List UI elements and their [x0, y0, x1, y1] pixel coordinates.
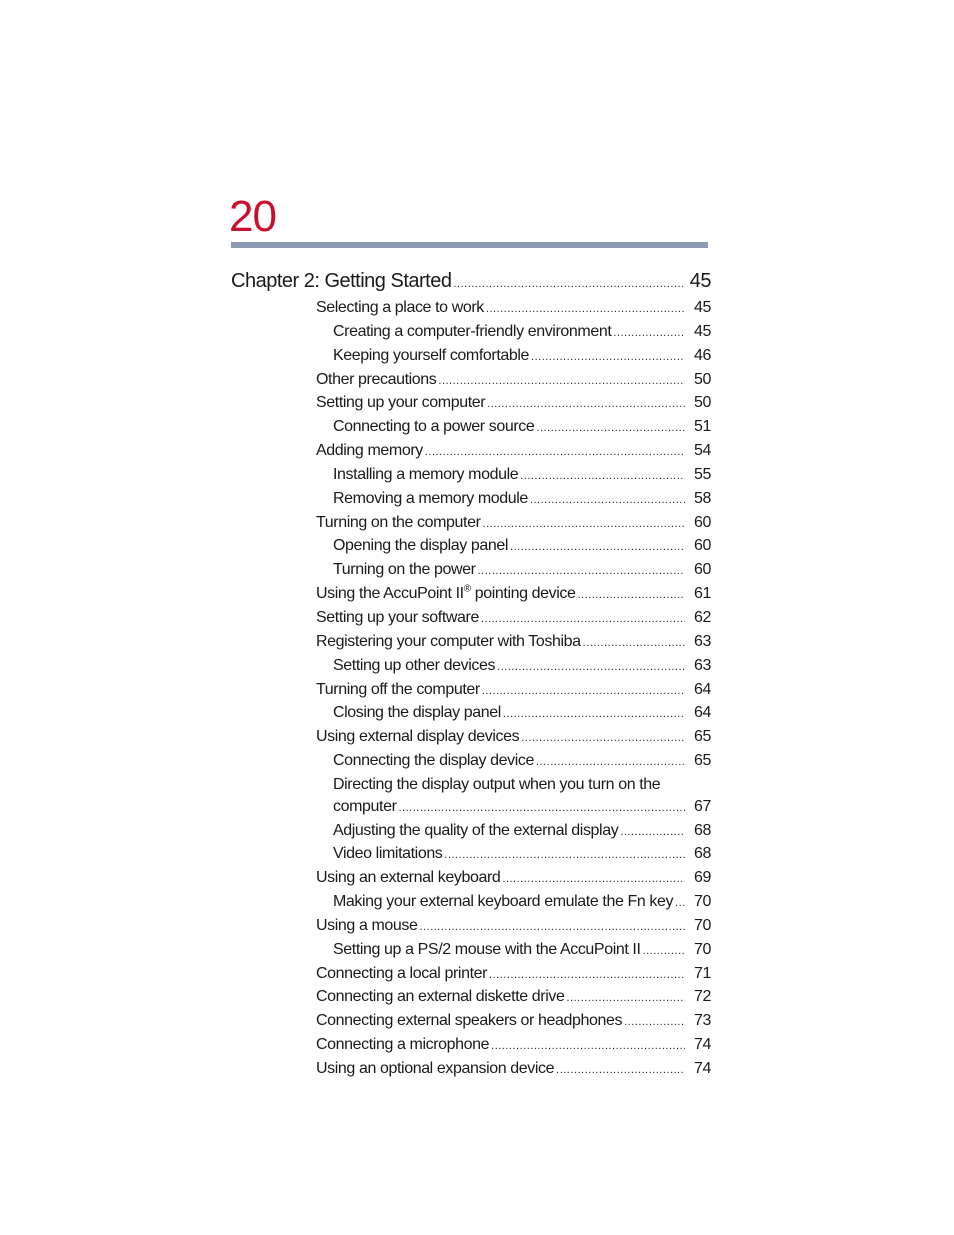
- dot-leader: [613, 323, 685, 345]
- toc-entry-title: Connecting external speakers or headphones: [316, 1012, 623, 1030]
- toc-entry-page: 51: [694, 418, 711, 436]
- toc-subentry[interactable]: [231, 939, 711, 963]
- toc-entry-title: Using a mouse: [316, 916, 418, 934]
- toc-subentry[interactable]: [231, 796, 711, 820]
- toc-entry[interactable]: [231, 867, 711, 891]
- toc-entry-title: Setting up your software: [316, 608, 479, 626]
- toc-entry[interactable]: [231, 1058, 711, 1082]
- toc-entry-title: Using an optional expansion device: [316, 1060, 555, 1077]
- toc-entry-title: Video limitations: [333, 845, 443, 863]
- toc-entry-title: Creating a computer-friendly environment: [333, 322, 612, 340]
- toc-entry-title: Turning on the computer: [316, 513, 481, 531]
- toc-entry-title: Connecting a local printer: [316, 964, 488, 982]
- toc-entry-page: 63: [694, 656, 711, 674]
- toc-entry[interactable]: [231, 512, 711, 536]
- toc-entry-title: Connecting a microphone: [316, 1036, 490, 1054]
- toc-entry[interactable]: [231, 915, 711, 939]
- dot-leader: [503, 704, 685, 726]
- toc-entry[interactable]: [231, 297, 711, 321]
- toc-entry-page: 60: [694, 537, 711, 555]
- dot-leader: [530, 490, 685, 512]
- toc-entry-page: 50: [694, 370, 711, 388]
- toc-entry-page: 50: [694, 394, 711, 412]
- dot-leader: [425, 442, 685, 464]
- dot-leader: [502, 869, 685, 891]
- toc-entry-page: 60: [694, 513, 711, 531]
- toc-subentry[interactable]: [231, 891, 711, 915]
- toc-entry-page: 55: [694, 465, 711, 483]
- toc-entry[interactable]: [231, 726, 711, 750]
- dot-leader: [497, 657, 685, 679]
- dot-leader: [399, 798, 686, 820]
- toc-entry-title: Setting up your computer: [316, 394, 486, 412]
- toc-subentry[interactable]: [231, 321, 711, 345]
- toc-entry-title: Connecting an external diskette drive: [316, 988, 565, 1006]
- toc-entry[interactable]: [231, 1010, 711, 1034]
- dot-leader: [531, 347, 685, 369]
- dot-leader: [481, 609, 685, 631]
- toc-title-part: pointing device: [470, 585, 576, 603]
- toc-subentry[interactable]: [231, 488, 711, 512]
- toc-entry-title: computer: [333, 797, 397, 815]
- toc-entry-page: 74: [694, 1060, 711, 1077]
- toc-entry-title: Using external display devices: [316, 728, 520, 746]
- dot-leader: [556, 1060, 685, 1082]
- toc-entry-page: 54: [694, 442, 711, 460]
- toc-subentry[interactable]: [231, 416, 711, 440]
- page-number: 20: [229, 192, 276, 241]
- toc-entry[interactable]: [231, 679, 711, 703]
- toc-subentry[interactable]: [231, 750, 711, 774]
- toc-entry-title: Chapter 2: Getting Started: [231, 270, 452, 292]
- dot-leader: [444, 845, 685, 867]
- toc-entry[interactable]: [231, 369, 711, 393]
- toc-subentry[interactable]: [231, 820, 711, 844]
- toc-subentry[interactable]: [231, 559, 711, 583]
- toc-entry-title: Setting up other devices: [333, 656, 496, 674]
- toc-entry[interactable]: [231, 631, 711, 655]
- toc-entry-page: 45: [694, 299, 711, 316]
- dot-leader: [420, 917, 685, 939]
- toc-entry-page: 65: [694, 752, 711, 770]
- toc-entry-page: 60: [694, 561, 711, 579]
- toc-entry-page: 45: [694, 322, 711, 340]
- toc-entry[interactable]: [231, 963, 711, 987]
- dot-leader: [578, 585, 686, 607]
- dot-leader: [620, 822, 685, 844]
- toc-entry-title: Other precautions: [316, 370, 437, 388]
- toc-entry-page: 70: [694, 940, 711, 958]
- toc-subentry[interactable]: [231, 535, 711, 559]
- toc-subentry[interactable]: [231, 345, 711, 369]
- toc-entry[interactable]: [231, 607, 711, 631]
- toc-entry-page: 69: [694, 869, 711, 887]
- toc-entry-page: 72: [694, 988, 711, 1006]
- dot-leader: [483, 514, 685, 536]
- toc-entry-page: 64: [694, 704, 711, 722]
- dot-leader: [624, 1012, 685, 1034]
- toc-entry-page: 45: [689, 270, 711, 292]
- dot-leader: [566, 988, 685, 1010]
- toc-entry-page: 65: [694, 728, 711, 746]
- toc-entry-page: 68: [694, 821, 711, 839]
- toc-entry-title: Keeping yourself comfortable: [333, 346, 530, 364]
- toc-entry-page: 70: [694, 893, 711, 911]
- dot-leader: [536, 418, 685, 440]
- toc-entry-title: Registering your computer with Toshiba: [316, 632, 581, 650]
- toc-entry-title: Turning off the computer: [316, 680, 480, 698]
- toc-entry-page: 74: [694, 1036, 711, 1054]
- dot-leader: [478, 561, 685, 583]
- dot-leader: [675, 893, 685, 915]
- toc-entry-title: Closing the display panel: [333, 704, 501, 722]
- toc-entry-title: Adding memory: [316, 442, 423, 460]
- toc-entry-title: Removing a memory module: [333, 489, 528, 507]
- toc-entry-title: Making your external keyboard emulate the Fn key: [333, 893, 674, 911]
- registered-mark: ®: [463, 583, 471, 595]
- toc-entry-page: 46: [694, 346, 711, 364]
- dot-leader: [486, 299, 685, 321]
- toc-entry-title: Installing a memory module: [333, 465, 519, 483]
- table-of-contents: [231, 268, 711, 1082]
- toc-entry-title: Connecting the display device: [333, 752, 534, 770]
- toc-entry-page: 58: [694, 489, 711, 507]
- dot-leader: [643, 941, 685, 963]
- toc-entry-page: 71: [694, 964, 711, 982]
- dot-leader: [489, 965, 685, 987]
- dot-leader: [487, 394, 685, 416]
- dot-leader: [536, 752, 685, 774]
- toc-subentry[interactable]: [231, 843, 711, 867]
- dot-leader: [438, 371, 685, 393]
- toc-subentry[interactable]: [231, 655, 711, 679]
- toc-entry[interactable]: [231, 583, 711, 607]
- toc-entry-title: Adjusting the quality of the external display: [333, 821, 619, 839]
- dot-leader: [521, 728, 685, 750]
- toc-entry-title: Opening the display panel: [333, 537, 509, 555]
- toc-entry-page: 63: [694, 632, 711, 650]
- dot-leader: [510, 537, 685, 559]
- toc-entry-title: [316, 583, 576, 605]
- dot-leader: [583, 633, 685, 655]
- dot-leader: [453, 271, 683, 297]
- dot-leader: [482, 681, 685, 703]
- toc-entry-title: Using an external keyboard: [316, 869, 501, 887]
- toc-entry[interactable]: [231, 1034, 711, 1058]
- toc-entry-title: Connecting to a power source: [333, 418, 535, 436]
- toc-entry-page: 62: [694, 608, 711, 626]
- toc-entry-page: 68: [694, 845, 711, 863]
- toc-entry-title: Setting up a PS/2 mouse with the AccuPoint II: [333, 940, 641, 958]
- dot-leader: [520, 466, 685, 488]
- toc-subentry-wrapped-line[interactable]: Directing the display output when you turn on the: [333, 775, 661, 793]
- toc-entry-page: 64: [694, 680, 711, 698]
- header-rule: [231, 242, 708, 248]
- toc-entry-title: Selecting a place to work: [316, 299, 484, 316]
- toc-entry-page: 67: [694, 797, 711, 815]
- toc-entry-page: 61: [694, 585, 711, 603]
- toc-entry[interactable]: [231, 392, 711, 416]
- toc-entry-page: 70: [694, 916, 711, 934]
- toc-entry-title: Turning on the power: [333, 561, 476, 579]
- toc-entry-page: 73: [694, 1012, 711, 1030]
- toc-subentry[interactable]: [231, 702, 711, 726]
- dot-leader: [491, 1036, 685, 1058]
- toc-entry[interactable]: [231, 440, 711, 464]
- toc-chapter-entry[interactable]: [231, 268, 711, 297]
- toc-title-part: Using the AccuPoint II: [316, 585, 464, 603]
- toc-subentry[interactable]: [231, 464, 711, 488]
- toc-entry[interactable]: [231, 986, 711, 1010]
